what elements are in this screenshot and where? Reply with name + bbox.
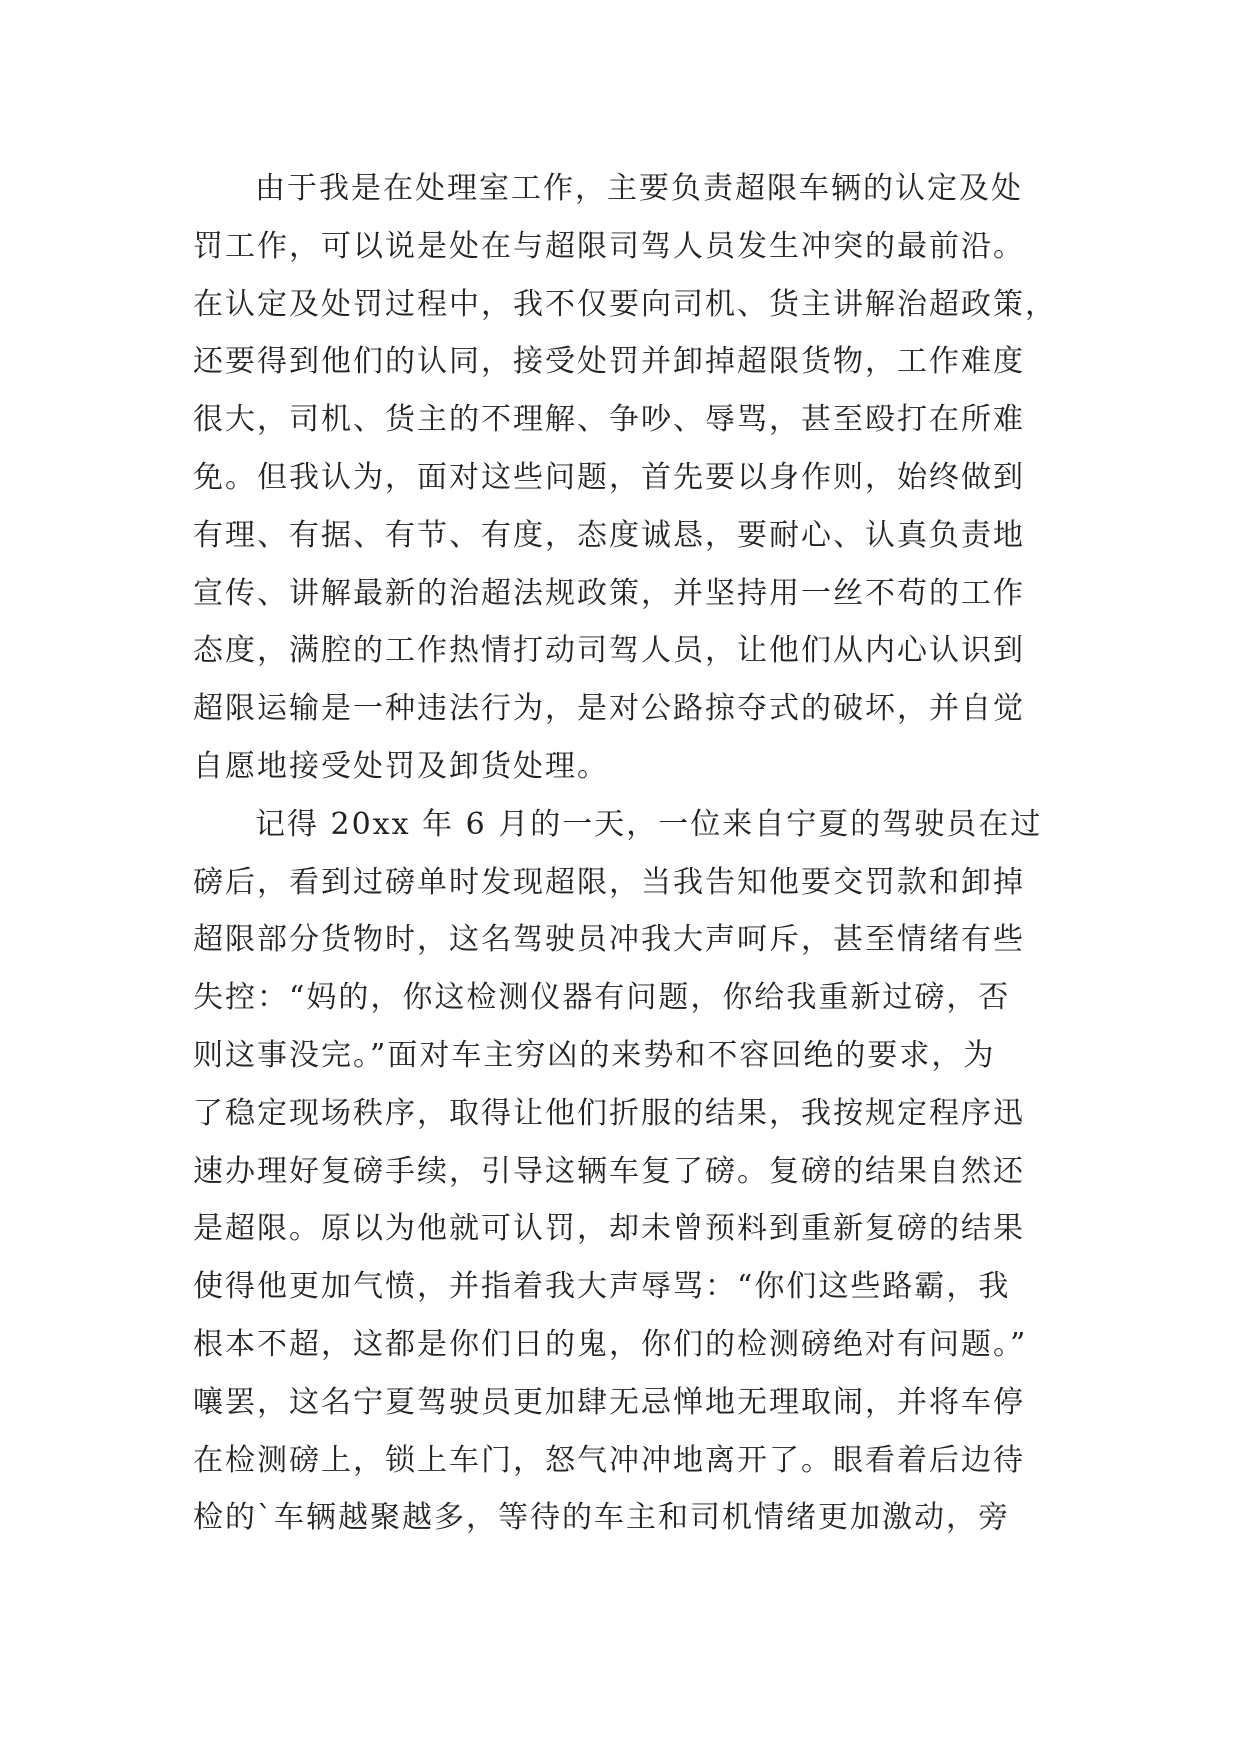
- text-line: 则这事没完。”面对车主穷凶的来势和不容回绝的要求，为: [193, 1037, 996, 1073]
- text-line: 速办理好复磅手续，引导这辆车复了磅。复磅的结果自然还: [193, 1153, 1025, 1189]
- text-line: 嚷罢，这名宁夏驾驶员更加肆无忌惮地无理取闹，并将车停: [193, 1384, 1025, 1420]
- text-line: 还要得到他们的认同，接受处罚并卸掉超限货物，工作难度: [193, 344, 1025, 380]
- text-line: 免。但我认为，面对这些问题，首先要以身作则，始终做到: [193, 459, 1025, 495]
- paragraph-2: [193, 796, 1053, 1547]
- text-line: 有理、有据、有节、有度，态度诚恳，要耐心、认真负责地: [193, 517, 1025, 553]
- text-line: 罚工作，可以说是处在与超限司驾人员发生冲突的最前沿。: [193, 228, 1025, 264]
- text-line: 使得他更加气愤，并指着我大声辱骂：“你们这些路霸，我: [193, 1269, 1011, 1305]
- text-line: 磅后，看到过磅单时发现超限，当我告知他要交罚款和卸掉: [193, 864, 1025, 900]
- document-body: [193, 160, 1057, 1547]
- text-line: 在检测磅上，锁上车门，怒气冲冲地离开了。眼看着后边待: [193, 1442, 1025, 1478]
- paragraph-1: [193, 160, 1057, 796]
- text-line: 态度，满腔的工作热情打动司驾人员，让他们从内心认识到: [193, 633, 1025, 669]
- text-line: 了稳定现场秩序，取得让他们折服的结果，我按规定程序迅: [193, 1095, 1025, 1131]
- text-line: 在认定及处罚过程中，我不仅要向司机、货主讲解治超政策，: [193, 286, 1057, 322]
- text-line: 失控：“妈的，你这检测仪器有问题，你给我重新过磅，否: [193, 980, 1011, 1016]
- text-line: 超限运输是一种违法行为，是对公路掠夺式的破坏，并自觉: [193, 691, 1025, 727]
- text-line: 很大，司机、货主的不理解、争吵、辱骂，甚至殴打在所难: [193, 402, 1025, 438]
- text-line: 宣传、讲解最新的治超法规政策，并坚持用一丝不苟的工作: [193, 575, 1025, 611]
- text-line: 根本不超，这都是你们日的鬼，你们的检测磅绝对有问题。”: [193, 1326, 1028, 1362]
- text-line: 是超限。原以为他就可认罚，却未曾预料到重新复磅的结果: [193, 1211, 1025, 1247]
- text-line: 超限部分货物时，这名驾驶员冲我大声呵斥，甚至情绪有些: [193, 922, 1025, 958]
- text-line: 检的`车辆越聚越多，等待的车主和司机情绪更加激动，旁: [193, 1500, 1010, 1536]
- text-line: 自愿地接受处罚及卸货处理。: [193, 748, 609, 784]
- text-line: 由于我是在处理室工作，主要负责超限车辆的认定及处: [255, 171, 1023, 206]
- text-line: 记得 20xx 年 6 月的一天，一位来自宁夏的驾驶员在过: [255, 806, 1043, 842]
